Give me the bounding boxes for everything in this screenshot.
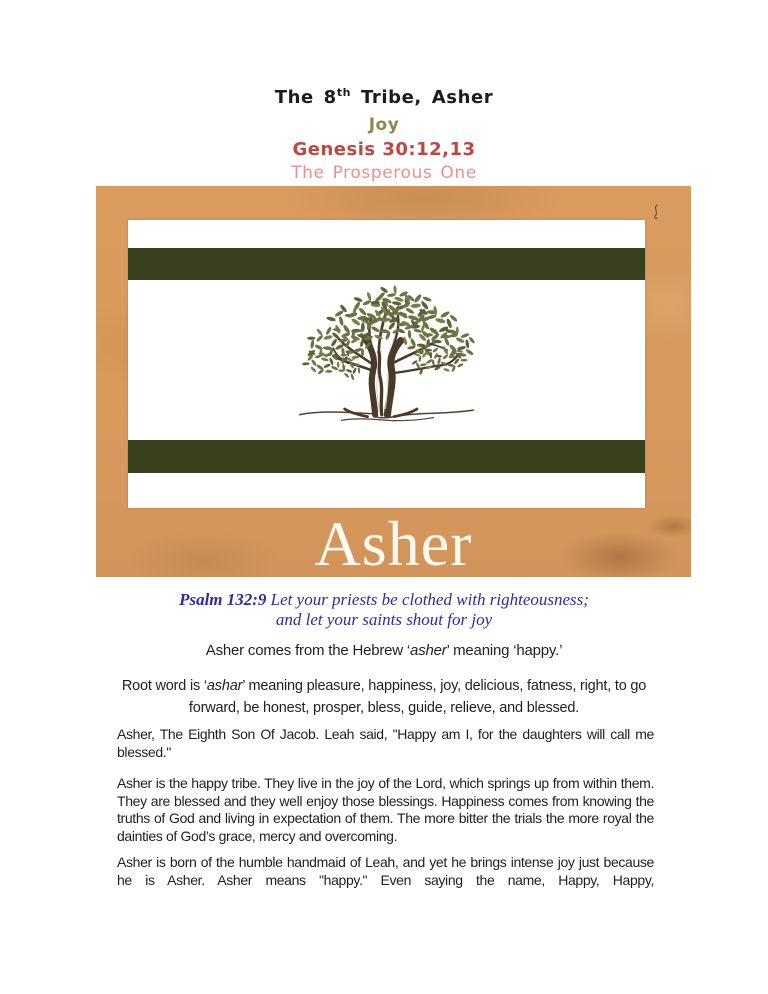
flag-stripe-bottom: [128, 440, 645, 473]
hebrew-meaning-line: [0, 642, 768, 659]
subtitle-genesis-reference: Genesis 30:12,13: [292, 139, 476, 160]
hebrew-line-post: ’ meaning ‘happy.’: [446, 642, 563, 659]
subtitle-joy: Joy: [368, 115, 400, 135]
root-line1-post: ’ meaning pleasure, happiness, joy, delicious, fatness, right, to go: [242, 678, 647, 694]
root-word-line-1: [0, 676, 768, 698]
hebrew-word-asher: asher: [410, 642, 447, 659]
paper-scratch-mark: [651, 204, 661, 220]
flag-label-asher: Asher: [314, 508, 473, 579]
root-word-line-2: forward, be honest, prosper, bless, guide, relieve, and blessed.: [188, 699, 580, 716]
page-title-post: Tribe, Asher: [351, 87, 494, 108]
psalm-line-2: and let your saints shout for joy: [275, 610, 493, 629]
psalm-reference: Psalm 132:9: [179, 590, 267, 609]
flag-white-banner: [128, 220, 645, 508]
paragraph-eighth-son: Asher, The Eighth Son Of Jacob. Leah said, "Happy am I, for the daughters will call me blessed.": [117, 726, 654, 760]
hebrew-line-pre: Asher comes from the Hebrew ‘: [205, 642, 411, 659]
subtitle-prosperous-one: The Prosperous One: [291, 163, 477, 183]
root-word-definition: [0, 676, 768, 719]
paragraph-born-of-handmaid: Asher is born of the humble handmaid of Leah, and yet he brings intense joy just because he is Asher. Asher means "happy." Even saying the name, Happy, Happy,: [117, 854, 654, 888]
page-title-pre: The 8: [274, 87, 337, 108]
page-title: [0, 87, 768, 108]
olive-tree-illustration: [289, 276, 484, 428]
hebrew-word-ashar: ashar: [206, 678, 243, 694]
psalm-line-1: [0, 590, 768, 610]
paragraph-happy-tribe: Asher is the happy tribe. They live in the joy of the Lord, which springs up from within them. They are blessed and they well enjoy those blessings. Happiness comes from knowing the truths of God and living in expectation of them. The more bitter the trials the more royal the dainties of God’s grace, mercy and overcoming.: [117, 775, 654, 844]
psalm-text-1: Let your priests be clothed with righteousness;: [266, 590, 589, 609]
root-line1-pre: Root word is ‘: [121, 678, 207, 694]
psalm-quote: [0, 590, 768, 630]
asher-tribal-flag-image: [96, 186, 691, 577]
page-title-superscript: th: [336, 86, 352, 99]
